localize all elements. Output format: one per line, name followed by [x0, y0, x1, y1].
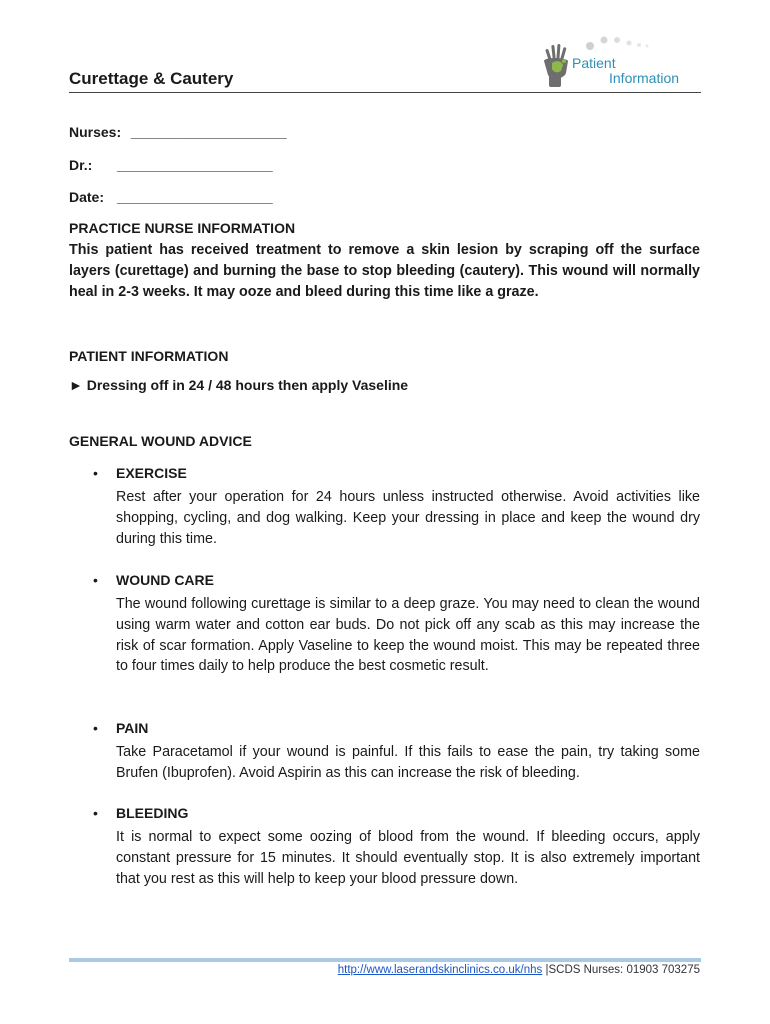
page-title: Curettage & Cautery [69, 69, 234, 88]
doctor-field [69, 157, 273, 173]
advice-title: PAIN [116, 720, 149, 736]
advice-title: EXERCISE [116, 465, 187, 481]
clinic-link[interactable]: http://www.laserandskinclinics.co.uk/nhs [337, 964, 543, 976]
practice-nurse-heading: PRACTICE NURSE INFORMATION [69, 220, 296, 236]
nurses-label: Nurses: [69, 124, 122, 140]
title-divider [69, 92, 701, 93]
advice-text: Rest after your operation for 24 hours unless instructed otherwise. Avoid activities like shopping, cycling, and dog walking. Keep your dressing in place and keep the wound dry during this time. [116, 489, 700, 547]
footer-divider [69, 958, 701, 962]
bullet-icon: • [93, 805, 98, 821]
date-label: Date: [69, 189, 105, 205]
advice-text: It is normal to expect some oozing of blood from the wound. If bleeding occurs, apply constant pressure for 15 minutes. It should eventually stop. It is also extremely important that you rest as this will help to keep your blood pressure down. [116, 829, 700, 887]
patient-info-heading: PATIENT INFORMATION [69, 348, 229, 364]
patient-information-logo [538, 33, 708, 89]
dressing-instruction-text: Dressing off in 24 / 48 hours then apply Vaseline [86, 377, 409, 393]
advice-text: Take Paracetamol if your wound is painful. If this fails to ease the pain, try taking some Brufen (Ibuprofen). Avoid Aspirin as this can increase the risk of bleeding. [116, 744, 700, 781]
advice-title: WOUND CARE [116, 572, 214, 588]
logo-text-information: Information [609, 70, 680, 86]
bullet-icon: • [93, 720, 98, 736]
arrow-right-icon: ► [69, 377, 83, 393]
doctor-blank: ____________________ [117, 157, 273, 173]
doctor-label: Dr.: [69, 157, 93, 173]
dressing-instruction [69, 377, 408, 393]
advice-text: The wound following curettage is similar to a deep graze. You may need to clean the wound using warm water and cotton ear buds. Do not pick off any scab as this may increase the risk of scar formation. Apply Vaseline to keep the wound moist. This may be repeated three to four times daily to help produce the best cosmetic result. [116, 596, 700, 675]
date-blank: ____________________ [117, 189, 273, 205]
date-field [69, 189, 273, 205]
nurses-field [69, 124, 287, 140]
practice-nurse-text: This patient has received treatment to remove a skin lesion by scraping off the surface layers (curettage) and burning the base to stop bleeding (cautery). This wound will normally heal in 2-3 weeks. It may ooze and bleed during this time like a graze. [69, 242, 700, 300]
wound-advice-heading: GENERAL WOUND ADVICE [69, 433, 252, 449]
bullet-icon: • [93, 572, 98, 588]
footer [338, 964, 700, 976]
logo-text-patient: Patient [572, 55, 616, 71]
advice-title: BLEEDING [116, 805, 189, 821]
nurses-contact: |SCDS Nurses: 01903 703275 [542, 964, 700, 976]
bullet-icon: • [93, 465, 98, 481]
nurses-blank: ____________________ [131, 124, 287, 140]
